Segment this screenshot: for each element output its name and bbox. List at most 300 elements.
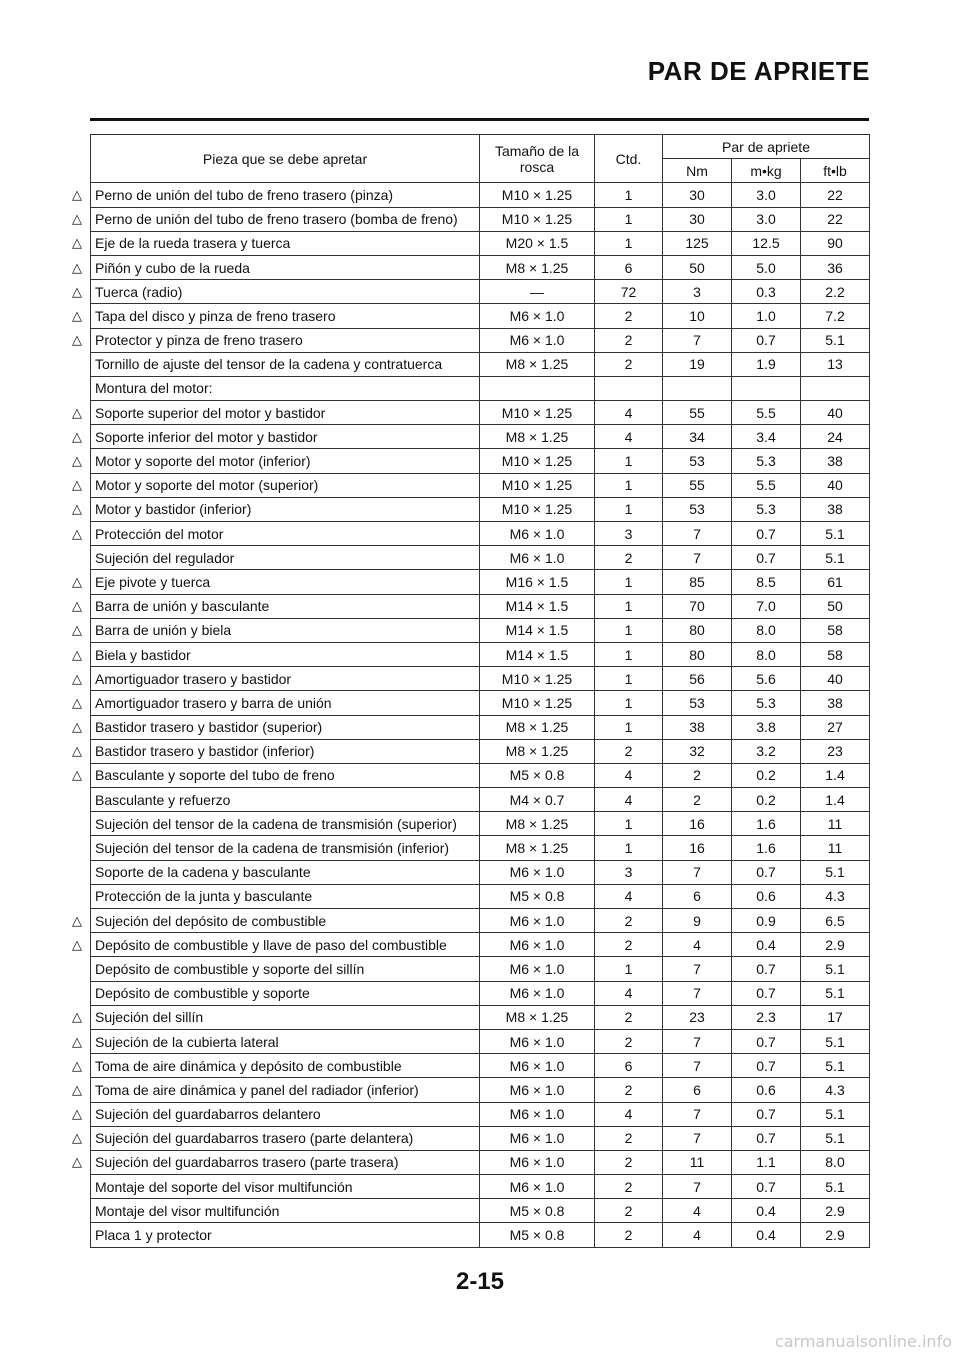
cell-nm: 53	[663, 449, 732, 473]
cell-part: Sujeción de la cubierta lateral	[91, 1029, 480, 1053]
warning-triangle-icon: △	[72, 743, 82, 759]
header-torque: Par de apriete	[663, 135, 870, 159]
cell-nm: 7	[663, 957, 732, 981]
cell-mkg: 0.6	[732, 1078, 801, 1102]
cell-ftlb: 11	[801, 812, 870, 836]
warning-triangle-icon: △	[72, 428, 82, 444]
table-row	[91, 1005, 870, 1029]
cell-mkg: 5.3	[732, 449, 801, 473]
cell-nm: 70	[663, 594, 732, 618]
cell-mkg: 0.4	[732, 933, 801, 957]
cell-thread: M4 × 0.7	[480, 788, 595, 812]
cell-ftlb: 5.1	[801, 860, 870, 884]
cell-nm: 30	[663, 207, 732, 231]
cell-part: Motor y soporte del motor (superior)	[91, 473, 480, 497]
cell-part: Amortiguador trasero y bastidor	[91, 667, 480, 691]
cell-ftlb: 27	[801, 715, 870, 739]
cell-thread: M10 × 1.25	[480, 207, 595, 231]
cell-ftlb: 5.1	[801, 957, 870, 981]
cell-thread: M8 × 1.25	[480, 1005, 595, 1029]
cell-qty: 1	[595, 642, 663, 666]
cell-mkg: 3.2	[732, 739, 801, 763]
cell-ftlb: 22	[801, 207, 870, 231]
cell-mkg: 8.0	[732, 618, 801, 642]
cell-ftlb: 13	[801, 352, 870, 376]
table-row	[91, 594, 870, 618]
cell-mkg: 3.8	[732, 715, 801, 739]
cell-thread: M5 × 0.8	[480, 1223, 595, 1247]
cell-ftlb: 5.1	[801, 981, 870, 1005]
table-row	[91, 304, 870, 328]
table-row	[91, 1102, 870, 1126]
header-nm: Nm	[663, 159, 732, 183]
cell-ftlb: 4.3	[801, 884, 870, 908]
cell-part: Sujeción del depósito de combustible	[91, 909, 480, 933]
cell-mkg: 0.2	[732, 763, 801, 787]
cell-mkg: 0.7	[732, 981, 801, 1005]
warning-triangle-icon: △	[72, 211, 82, 227]
cell-ftlb: 40	[801, 401, 870, 425]
cell-qty: 4	[595, 981, 663, 1005]
cell-nm: 7	[663, 328, 732, 352]
cell-mkg: 3.4	[732, 425, 801, 449]
table-row	[91, 642, 870, 666]
cell-qty	[595, 376, 663, 400]
cell-mkg: 3.0	[732, 183, 801, 207]
cell-ftlb: 5.1	[801, 1126, 870, 1150]
cell-qty: 2	[595, 1175, 663, 1199]
warning-triangle-icon: △	[72, 332, 82, 348]
table-row	[91, 860, 870, 884]
warning-triangle-icon: △	[72, 646, 82, 662]
cell-nm: 4	[663, 1199, 732, 1223]
cell-qty: 1	[595, 473, 663, 497]
header-thread: Tamaño de la rosca	[480, 135, 595, 183]
cell-qty: 1	[595, 618, 663, 642]
cell-thread: M5 × 0.8	[480, 763, 595, 787]
cell-thread: M6 × 1.0	[480, 1102, 595, 1126]
cell-qty: 2	[595, 1126, 663, 1150]
cell-ftlb: 2.9	[801, 933, 870, 957]
warning-triangle-icon: △	[72, 1106, 82, 1122]
cell-mkg: 0.4	[732, 1199, 801, 1223]
cell-ftlb: 58	[801, 618, 870, 642]
warning-triangle-icon: △	[72, 453, 82, 469]
warning-triangle-icon: △	[72, 598, 82, 614]
table-row	[91, 449, 870, 473]
cell-nm: 38	[663, 715, 732, 739]
cell-thread: M10 × 1.25	[480, 449, 595, 473]
cell-qty: 1	[595, 812, 663, 836]
warning-triangle-icon: △	[72, 670, 82, 686]
cell-ftlb: 5.1	[801, 546, 870, 570]
cell-nm: 6	[663, 884, 732, 908]
cell-ftlb: 17	[801, 1005, 870, 1029]
cell-nm: 30	[663, 183, 732, 207]
cell-mkg: 5.5	[732, 473, 801, 497]
cell-mkg: 1.6	[732, 812, 801, 836]
table-row	[91, 280, 870, 304]
cell-ftlb: 7.2	[801, 304, 870, 328]
cell-nm: 56	[663, 667, 732, 691]
warning-triangle-icon: △	[72, 1154, 82, 1170]
table-row	[91, 836, 870, 860]
cell-mkg: 0.7	[732, 328, 801, 352]
cell-part: Depósito de combustible y soporte	[91, 981, 480, 1005]
cell-nm: 23	[663, 1005, 732, 1029]
cell-qty: 2	[595, 328, 663, 352]
table-row	[91, 1078, 870, 1102]
cell-part: Barra de unión y basculante	[91, 594, 480, 618]
title-rule	[90, 118, 869, 121]
warning-triangle-icon: △	[72, 1130, 82, 1146]
cell-ftlb: 6.5	[801, 909, 870, 933]
warning-triangle-icon: △	[72, 1081, 82, 1097]
warning-triangle-icon: △	[72, 235, 82, 251]
table-row	[91, 1199, 870, 1223]
cell-nm: 4	[663, 1223, 732, 1247]
cell-part: Biela y bastidor	[91, 642, 480, 666]
warning-triangle-icon: △	[72, 767, 82, 783]
cell-part: Montaje del soporte del visor multifunción	[91, 1175, 480, 1199]
cell-qty: 1	[595, 207, 663, 231]
table-row	[91, 981, 870, 1005]
cell-thread: M10 × 1.25	[480, 497, 595, 521]
table-row	[91, 691, 870, 715]
cell-thread: M8 × 1.25	[480, 255, 595, 279]
cell-nm: 7	[663, 981, 732, 1005]
cell-mkg: 1.0	[732, 304, 801, 328]
table-row	[91, 618, 870, 642]
cell-mkg: 0.7	[732, 1029, 801, 1053]
cell-thread: M10 × 1.25	[480, 691, 595, 715]
cell-mkg: 8.0	[732, 642, 801, 666]
cell-mkg: 1.9	[732, 352, 801, 376]
cell-thread: M6 × 1.0	[480, 522, 595, 546]
cell-nm: 55	[663, 401, 732, 425]
cell-mkg: 0.2	[732, 788, 801, 812]
cell-thread: M16 × 1.5	[480, 570, 595, 594]
header-mkg: m•kg	[732, 159, 801, 183]
cell-thread: M8 × 1.25	[480, 715, 595, 739]
cell-part: Eje pivote y tuerca	[91, 570, 480, 594]
cell-nm: 80	[663, 642, 732, 666]
cell-mkg: 7.0	[732, 594, 801, 618]
table-row	[91, 231, 870, 255]
cell-part: Motor y bastidor (inferior)	[91, 497, 480, 521]
cell-ftlb: 5.1	[801, 522, 870, 546]
cell-qty: 4	[595, 763, 663, 787]
warning-triangle-icon: △	[72, 622, 82, 638]
page-number: 2-15	[455, 1268, 505, 1295]
cell-qty: 4	[595, 1102, 663, 1126]
warning-triangle-icon: △	[72, 912, 82, 928]
cell-ftlb: 2.9	[801, 1199, 870, 1223]
table-row	[91, 376, 870, 400]
table-row	[91, 1175, 870, 1199]
cell-nm: 85	[663, 570, 732, 594]
cell-thread: M8 × 1.25	[480, 739, 595, 763]
cell-part: Sujeción del guardabarros trasero (parte delantera)	[91, 1126, 480, 1150]
table-row	[91, 207, 870, 231]
table-row	[91, 739, 870, 763]
cell-thread: M8 × 1.25	[480, 836, 595, 860]
cell-qty: 1	[595, 497, 663, 521]
cell-qty: 2	[595, 352, 663, 376]
cell-qty: 4	[595, 425, 663, 449]
table-row	[91, 328, 870, 352]
cell-nm: 2	[663, 763, 732, 787]
cell-part: Eje de la rueda trasera y tuerca	[91, 231, 480, 255]
cell-nm: 11	[663, 1150, 732, 1174]
cell-qty: 1	[595, 231, 663, 255]
cell-qty: 2	[595, 1078, 663, 1102]
watermark: carmanualsonline.info	[774, 1332, 952, 1351]
cell-nm: 53	[663, 691, 732, 715]
cell-ftlb: 38	[801, 691, 870, 715]
cell-ftlb: 38	[801, 497, 870, 521]
cell-mkg: 0.4	[732, 1223, 801, 1247]
cell-part: Depósito de combustible y soporte del sillín	[91, 957, 480, 981]
cell-ftlb: 2.2	[801, 280, 870, 304]
cell-thread: M10 × 1.25	[480, 667, 595, 691]
cell-thread: M14 × 1.5	[480, 642, 595, 666]
cell-thread: M6 × 1.0	[480, 1126, 595, 1150]
table-row	[91, 788, 870, 812]
cell-ftlb: 5.1	[801, 1102, 870, 1126]
warning-triangle-icon: △	[72, 283, 82, 299]
cell-mkg: 3.0	[732, 207, 801, 231]
table-row	[91, 183, 870, 207]
cell-qty: 2	[595, 1029, 663, 1053]
warning-triangle-icon: △	[72, 525, 82, 541]
cell-thread: M6 × 1.0	[480, 1150, 595, 1174]
table-row	[91, 255, 870, 279]
cell-part: Sujeción del regulador	[91, 546, 480, 570]
warning-triangle-icon: △	[72, 1057, 82, 1073]
cell-nm: 34	[663, 425, 732, 449]
warning-triangle-icon: △	[72, 1009, 82, 1025]
page-title: PAR DE APRIETE	[647, 56, 870, 86]
cell-qty: 1	[595, 449, 663, 473]
cell-part: Motor y soporte del motor (inferior)	[91, 449, 480, 473]
cell-mkg	[732, 376, 801, 400]
cell-nm: 16	[663, 836, 732, 860]
cell-part: Perno de unión del tubo de freno trasero (pinza)	[91, 183, 480, 207]
cell-qty: 2	[595, 933, 663, 957]
cell-ftlb: 36	[801, 255, 870, 279]
warning-triangle-icon: △	[72, 501, 82, 517]
cell-ftlb: 58	[801, 642, 870, 666]
cell-mkg: 0.7	[732, 860, 801, 884]
table-row	[91, 352, 870, 376]
cell-thread: M6 × 1.0	[480, 1054, 595, 1078]
cell-qty: 2	[595, 1005, 663, 1029]
cell-thread: M6 × 1.0	[480, 1078, 595, 1102]
cell-thread: M6 × 1.0	[480, 1029, 595, 1053]
cell-nm: 53	[663, 497, 732, 521]
cell-thread: M6 × 1.0	[480, 304, 595, 328]
header-part: Pieza que se debe apretar	[91, 135, 480, 183]
cell-part: Toma de aire dinámica y depósito de combustible	[91, 1054, 480, 1078]
cell-nm: 125	[663, 231, 732, 255]
cell-qty: 4	[595, 884, 663, 908]
cell-mkg: 0.7	[732, 1175, 801, 1199]
cell-qty: 1	[595, 570, 663, 594]
cell-part: Tapa del disco y pinza de freno trasero	[91, 304, 480, 328]
cell-nm: 80	[663, 618, 732, 642]
cell-nm: 7	[663, 546, 732, 570]
table-row	[91, 401, 870, 425]
table-row	[91, 909, 870, 933]
cell-nm: 50	[663, 255, 732, 279]
cell-mkg: 0.6	[732, 884, 801, 908]
cell-ftlb: 5.1	[801, 1175, 870, 1199]
cell-qty: 72	[595, 280, 663, 304]
cell-mkg: 0.7	[732, 957, 801, 981]
cell-qty: 2	[595, 909, 663, 933]
cell-mkg: 12.5	[732, 231, 801, 255]
cell-thread: M6 × 1.0	[480, 546, 595, 570]
header-qty: Ctd.	[595, 135, 663, 183]
cell-mkg: 5.0	[732, 255, 801, 279]
cell-nm	[663, 376, 732, 400]
cell-mkg: 1.1	[732, 1150, 801, 1174]
cell-nm: 19	[663, 352, 732, 376]
cell-mkg: 5.5	[732, 401, 801, 425]
cell-nm: 4	[663, 933, 732, 957]
cell-nm: 7	[663, 522, 732, 546]
table-row	[91, 933, 870, 957]
cell-mkg: 8.5	[732, 570, 801, 594]
cell-part: Amortiguador trasero y barra de unión	[91, 691, 480, 715]
warning-triangle-icon: △	[72, 307, 82, 323]
cell-part: Basculante y refuerzo	[91, 788, 480, 812]
cell-ftlb: 50	[801, 594, 870, 618]
header-ftlb: ft•lb	[801, 159, 870, 183]
cell-part: Protección del motor	[91, 522, 480, 546]
cell-nm: 7	[663, 1029, 732, 1053]
table-row	[91, 1150, 870, 1174]
warning-triangle-icon: △	[72, 573, 82, 589]
cell-mkg: 0.9	[732, 909, 801, 933]
warning-triangle-icon: △	[72, 694, 82, 710]
warning-triangle-icon: △	[72, 404, 82, 420]
cell-qty: 1	[595, 691, 663, 715]
torque-table	[90, 134, 870, 1248]
cell-qty: 6	[595, 255, 663, 279]
cell-ftlb: 61	[801, 570, 870, 594]
cell-thread: M6 × 1.0	[480, 1175, 595, 1199]
table-row	[91, 546, 870, 570]
cell-mkg: 5.3	[732, 691, 801, 715]
warning-triangle-icon: △	[72, 477, 82, 493]
cell-nm: 3	[663, 280, 732, 304]
warning-triangle-icon: △	[72, 936, 82, 952]
cell-qty: 1	[595, 594, 663, 618]
cell-mkg: 0.7	[732, 1054, 801, 1078]
cell-part: Basculante y soporte del tubo de freno	[91, 763, 480, 787]
cell-thread: M6 × 1.0	[480, 933, 595, 957]
table-row	[91, 957, 870, 981]
cell-part: Bastidor trasero y bastidor (superior)	[91, 715, 480, 739]
cell-thread: M14 × 1.5	[480, 618, 595, 642]
cell-qty: 1	[595, 836, 663, 860]
cell-thread: M10 × 1.25	[480, 473, 595, 497]
cell-thread: M20 × 1.5	[480, 231, 595, 255]
cell-ftlb: 2.9	[801, 1223, 870, 1247]
cell-thread: M6 × 1.0	[480, 909, 595, 933]
cell-part: Tuerca (radio)	[91, 280, 480, 304]
cell-ftlb: 24	[801, 425, 870, 449]
warning-triangle-icon: △	[72, 1033, 82, 1049]
cell-ftlb: 4.3	[801, 1078, 870, 1102]
cell-ftlb: 90	[801, 231, 870, 255]
table-row	[91, 812, 870, 836]
cell-nm: 7	[663, 860, 732, 884]
cell-thread: —	[480, 280, 595, 304]
table-row	[91, 1054, 870, 1078]
cell-ftlb: 40	[801, 667, 870, 691]
cell-ftlb: 1.4	[801, 788, 870, 812]
cell-ftlb	[801, 376, 870, 400]
cell-part: Sujeción del sillín	[91, 1005, 480, 1029]
cell-mkg: 5.3	[732, 497, 801, 521]
cell-part: Montura del motor:	[91, 376, 480, 400]
cell-thread: M5 × 0.8	[480, 884, 595, 908]
cell-nm: 16	[663, 812, 732, 836]
cell-thread: M8 × 1.25	[480, 812, 595, 836]
table-row	[91, 763, 870, 787]
cell-ftlb: 5.1	[801, 1054, 870, 1078]
cell-part: Placa 1 y protector	[91, 1223, 480, 1247]
table-row	[91, 715, 870, 739]
cell-qty: 4	[595, 788, 663, 812]
cell-nm: 2	[663, 788, 732, 812]
cell-part: Soporte superior del motor y bastidor	[91, 401, 480, 425]
cell-mkg: 5.6	[732, 667, 801, 691]
cell-ftlb: 5.1	[801, 328, 870, 352]
table-row	[91, 667, 870, 691]
warning-triangle-icon: △	[72, 719, 82, 735]
cell-nm: 6	[663, 1078, 732, 1102]
table-row	[91, 1223, 870, 1247]
table-row	[91, 1029, 870, 1053]
cell-part: Depósito de combustible y llave de paso del combustible	[91, 933, 480, 957]
cell-ftlb: 5.1	[801, 1029, 870, 1053]
cell-thread: M8 × 1.25	[480, 352, 595, 376]
cell-qty: 3	[595, 860, 663, 884]
cell-mkg: 0.7	[732, 522, 801, 546]
cell-thread: M10 × 1.25	[480, 401, 595, 425]
cell-nm: 55	[663, 473, 732, 497]
cell-mkg: 0.3	[732, 280, 801, 304]
cell-part: Sujeción del guardabarros trasero (parte trasera)	[91, 1150, 480, 1174]
cell-part: Protección de la junta y basculante	[91, 884, 480, 908]
cell-part: Sujeción del tensor de la cadena de transmisión (superior)	[91, 812, 480, 836]
cell-part: Soporte inferior del motor y bastidor	[91, 425, 480, 449]
cell-ftlb: 11	[801, 836, 870, 860]
cell-part: Piñón y cubo de la rueda	[91, 255, 480, 279]
cell-part: Tornillo de ajuste del tensor de la cadena y contratuerca	[91, 352, 480, 376]
cell-mkg: 0.7	[732, 1102, 801, 1126]
cell-qty: 4	[595, 401, 663, 425]
cell-nm: 9	[663, 909, 732, 933]
cell-mkg: 0.7	[732, 1126, 801, 1150]
cell-mkg: 0.7	[732, 546, 801, 570]
cell-part: Bastidor trasero y bastidor (inferior)	[91, 739, 480, 763]
warning-triangle-icon: △	[72, 186, 82, 202]
